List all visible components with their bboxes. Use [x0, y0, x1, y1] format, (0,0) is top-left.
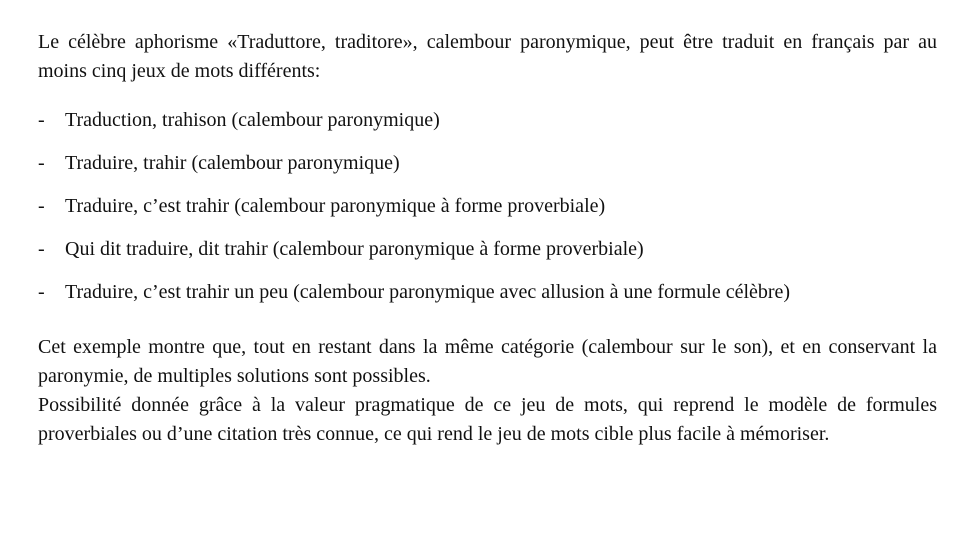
conclusion-paragraph-1: Cet exemple montre que, tout en restant dans la même catégorie (calembour sur le son), et en conservant la paronymie, de multiples solutions sont possibles. [38, 336, 937, 387]
conclusion-block [38, 333, 937, 449]
list-item-text: Traduire, c’est trahir un peu (calembour paronymique avec allusion à une formule célèbre) [65, 281, 791, 303]
conclusion-paragraph-2: Possibilité donnée grâce à la valeur pragmatique de ce jeu de mots, qui reprend le modèle de formules proverbiales ou d’une citation très connue, ce qui rend le jeu de mots cible plus facile à mémoriser. [38, 394, 937, 445]
list-item-text: Qui dit traduire, dit trahir (calembour paronymique à forme proverbiale) [65, 238, 644, 260]
wordplay-list-container [38, 106, 937, 307]
intro-paragraph: Le célèbre aphorisme «Traduttore, traditore», calembour paronymique, peut être traduit en français par au moins cinq jeux de mots différents: [38, 31, 937, 82]
bullet-dash: - [38, 281, 45, 303]
list-item [38, 106, 937, 135]
list-item-text: Traduire, c’est trahir (calembour paronymique à forme proverbiale) [65, 195, 606, 217]
bullet-dash: - [38, 109, 45, 131]
list-item [38, 149, 937, 178]
list-item [38, 192, 937, 221]
bullet-dash: - [38, 195, 45, 217]
list-item [38, 235, 937, 264]
list-item [38, 278, 937, 307]
bullet-dash: - [38, 238, 45, 260]
list-item-text: Traduction, trahison (calembour paronymique) [65, 109, 440, 131]
wordplay-list [38, 106, 937, 307]
list-item-text: Traduire, trahir (calembour paronymique) [65, 152, 400, 174]
document-page [38, 28, 937, 449]
bullet-dash: - [38, 152, 45, 174]
